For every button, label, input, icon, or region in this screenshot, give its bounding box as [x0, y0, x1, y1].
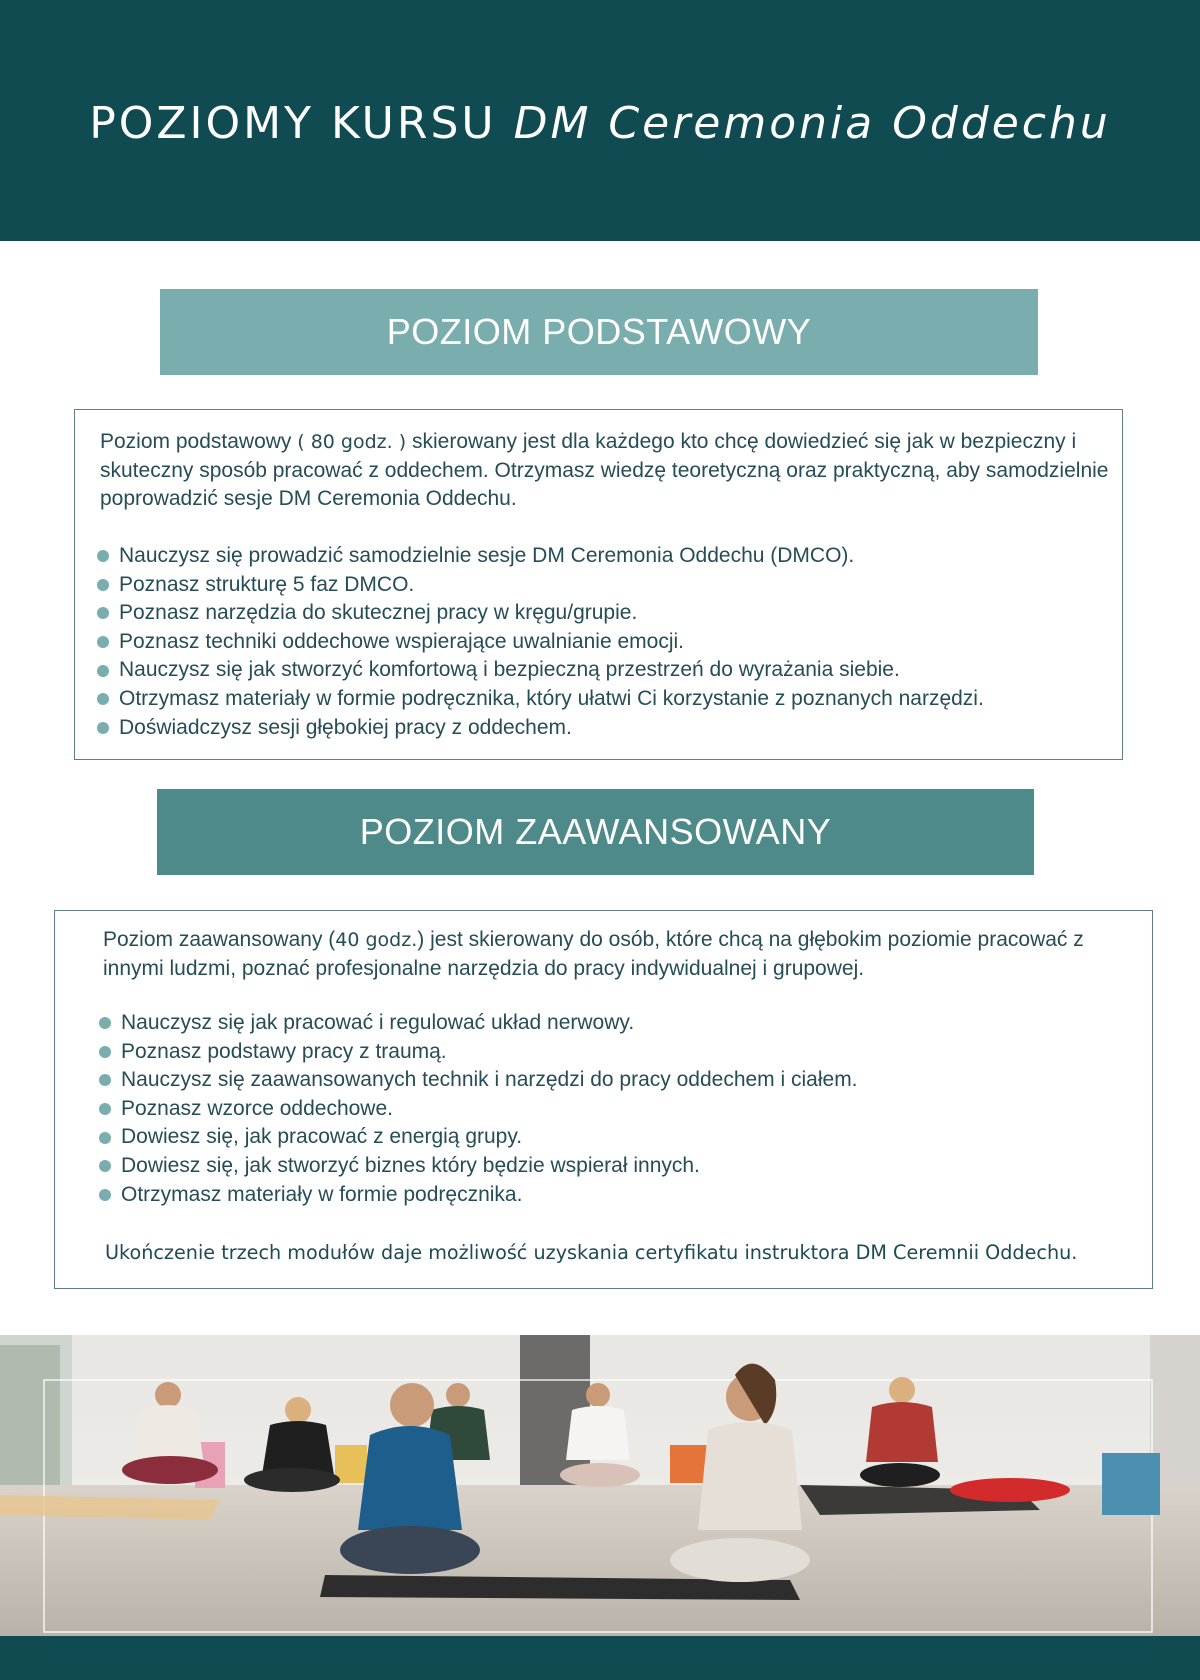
list-item: [97, 599, 984, 628]
list-item: [99, 1123, 858, 1152]
list-item-text: Nauczysz się zaawansowanych technik i narzędzi do pracy oddechem i ciałem.: [121, 1068, 858, 1092]
list-item: [97, 656, 984, 685]
list-item-text: Dowiesz się, jak stworzyć biznes który będzie wspierał innych.: [121, 1153, 700, 1177]
bullet-icon: [97, 665, 109, 677]
basic-intro-rest: skierowany jest dla każdego kto chcę dowiedzieć się jak w bezpieczny i skuteczny sposób pracować z oddechem. Otrzymasz wiedzę teoretyczną oraz praktyczną, aby samodzielnie poprowadzić sesje DM Ceremonia Oddechu.: [100, 430, 1109, 510]
list-item-text: Nauczysz się jak stworzyć komfortową i bezpieczną przestrzeń do wyrażania siebie.: [119, 658, 900, 682]
advanced-level-title: POZIOM ZAAWANSOWANY: [359, 811, 832, 852]
list-item-text: Poznasz wzorce oddechowe.: [121, 1096, 393, 1120]
list-item: [97, 685, 984, 714]
bullet-icon: [97, 722, 109, 734]
list-item: [99, 1009, 858, 1038]
bullet-icon: [99, 1103, 111, 1115]
basic-level-intro: [100, 428, 1110, 514]
list-item-text: Poznasz narzędzia do skutecznej pracy w kręgu/grupie.: [119, 601, 638, 625]
list-item-text: Poznasz techniki oddechowe wspierające uwalnianie emocji.: [119, 629, 684, 653]
page-header: [0, 0, 1200, 241]
list-item-text: Dowiesz się, jak pracować z energią grupy.: [121, 1125, 523, 1149]
bullet-icon: [99, 1132, 111, 1144]
list-item: [97, 628, 984, 657]
list-item: [99, 1038, 858, 1067]
advanced-feature-list: [99, 1009, 858, 1209]
list-item-text: Nauczysz się jak pracować i regulować układ nerwowy.: [121, 1011, 635, 1034]
bullet-icon: [97, 579, 109, 591]
bullet-icon: [97, 607, 109, 619]
list-item: [99, 1152, 858, 1181]
blanket-shape: [950, 1478, 1070, 1502]
basic-intro-lead: Poziom podstawowy: [100, 430, 298, 453]
list-item: [99, 1095, 858, 1124]
page-title-italic: DM Ceremonia Oddechu: [513, 98, 1111, 149]
list-item: [99, 1066, 858, 1095]
list-item-text: Poznasz strukturę 5 faz DMCO.: [119, 572, 415, 596]
bullet-icon: [99, 1046, 111, 1058]
bullet-icon: [99, 1189, 111, 1201]
group-breathwork-photo: [0, 1335, 1200, 1636]
advanced-intro-lead: Poziom zaawansowany (: [103, 928, 336, 951]
basic-feature-list: [97, 542, 984, 742]
bullet-icon: [97, 693, 109, 705]
page-title-plain: POZIOMY KURSU: [89, 98, 497, 149]
basic-hours: ( 80 godz. ): [297, 431, 407, 453]
advanced-level-intro: [103, 926, 1143, 983]
list-item-text: Otrzymasz materiały w formie podręcznika, który ułatwi Ci korzystanie z poznanych narzędzi.: [119, 686, 984, 710]
basic-level-box: [74, 409, 1123, 760]
bullet-icon: [99, 1074, 111, 1086]
painting-shape: [335, 1445, 367, 1483]
list-item-text: Doświadczysz sesji głębokiej pracy z oddechem.: [119, 715, 572, 739]
basic-level-title: POZIOM PODSTAWOWY: [386, 311, 812, 352]
photo-illustration: [0, 1335, 1200, 1636]
basic-level-banner: [160, 289, 1038, 375]
advanced-intro-rest: ) jest skierowany do osób, które chcą na głębokim poziomie pracować z innymi ludzmi, poznać profesjonalne narzędzia do pracy indywidualnej i grupowej.: [103, 928, 1084, 980]
bullet-icon: [97, 550, 109, 562]
bullet-icon: [99, 1017, 111, 1029]
list-item-text: Nauczysz się prowadzić samodzielnie sesje DM Ceremonia Oddechu (DMCO).: [119, 544, 855, 567]
advanced-level-banner: [157, 789, 1034, 875]
bullet-icon: [99, 1160, 111, 1172]
list-item: [97, 571, 984, 600]
list-item-text: Poznasz podstawy pracy z traumą.: [121, 1039, 447, 1063]
list-item: [97, 542, 984, 571]
window-trees-shape: [0, 1345, 60, 1495]
page-footer: [0, 1636, 1200, 1680]
bullet-icon: [97, 636, 109, 648]
advanced-hours: 40 godz.: [335, 929, 418, 951]
certificate-note: Ukończenie trzech modułów daje możliwość uzyskania certyfikatu instruktora DM Ceremnii Oddechu.: [105, 1241, 1078, 1264]
list-item-text: Otrzymasz materiały w formie podręcznika.: [121, 1182, 523, 1206]
list-item: [97, 714, 984, 743]
list-item: [99, 1181, 858, 1210]
painting-shape: [1102, 1453, 1160, 1515]
advanced-level-box: [54, 910, 1153, 1289]
page-title: [89, 98, 1110, 149]
